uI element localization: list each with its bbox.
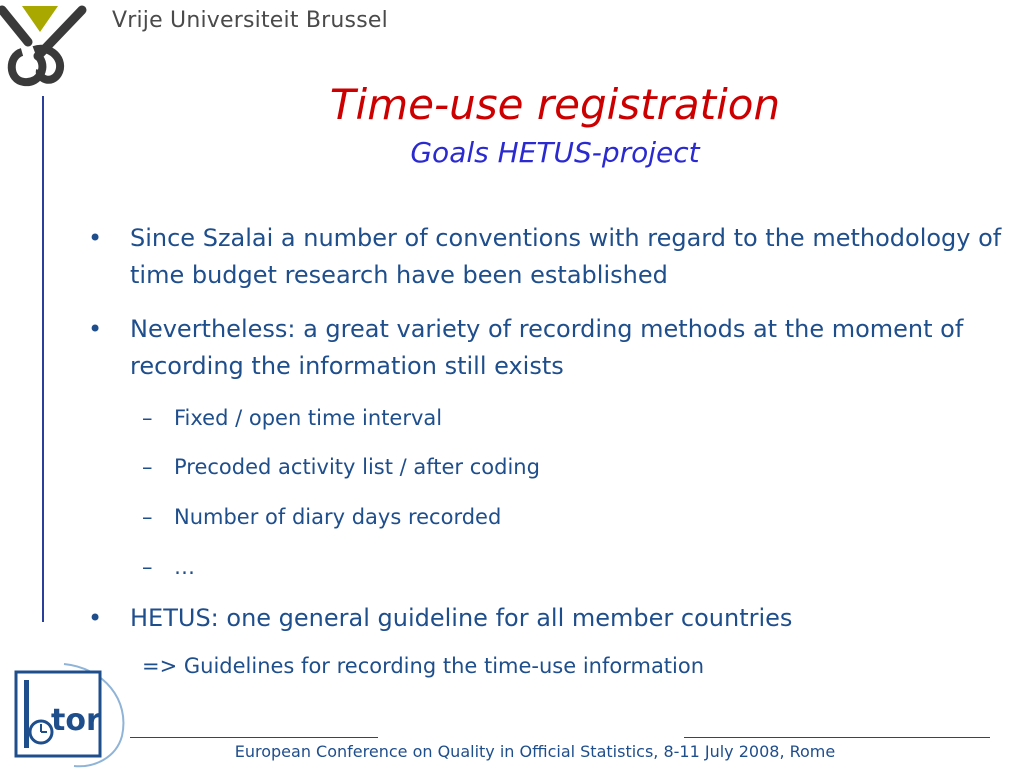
sub-bullet-dash: –	[142, 505, 153, 529]
sub-bullet-dash: –	[142, 455, 153, 479]
sub-bullet-text: …	[174, 555, 195, 579]
university-name: Vrije Universiteit Brussel	[112, 8, 388, 33]
slide-subtitle: Goals HETUS-project	[410, 136, 700, 169]
sub-bullet-text: Precoded activity list / after coding	[174, 455, 540, 479]
bullet-text: HETUS: one general guideline for all member countries	[130, 604, 793, 632]
vertical-rule	[42, 96, 44, 622]
sub-bullet-text: Fixed / open time interval	[174, 406, 443, 430]
bullet-dot: •	[88, 315, 103, 343]
sub-bullet-dash: –	[142, 555, 153, 579]
bullet-dot: •	[88, 224, 103, 252]
bullet-text: Nevertheless: a great variety of recording methods at the moment of recording the information still exists	[130, 315, 964, 380]
slide-title: Time-use registration	[329, 80, 781, 129]
bullet-text: Since Szalai a number of conventions with regard to the methodology of time budget research have been established	[130, 224, 1002, 289]
tor-logo-text: tor	[51, 703, 101, 738]
footer-rule-right	[684, 737, 990, 738]
footer-rule-left	[130, 737, 378, 738]
guideline-text: => Guidelines for recording the time-use information	[142, 654, 705, 678]
footer-text: European Conference on Quality in Official Statistics, 8-11 July 2008, Rome	[234, 742, 836, 761]
vub-logo	[0, 0, 100, 92]
bullet-dot: •	[88, 604, 103, 632]
sub-bullet-dash: –	[142, 406, 153, 430]
sub-bullet-text: Number of diary days recorded	[174, 505, 502, 529]
